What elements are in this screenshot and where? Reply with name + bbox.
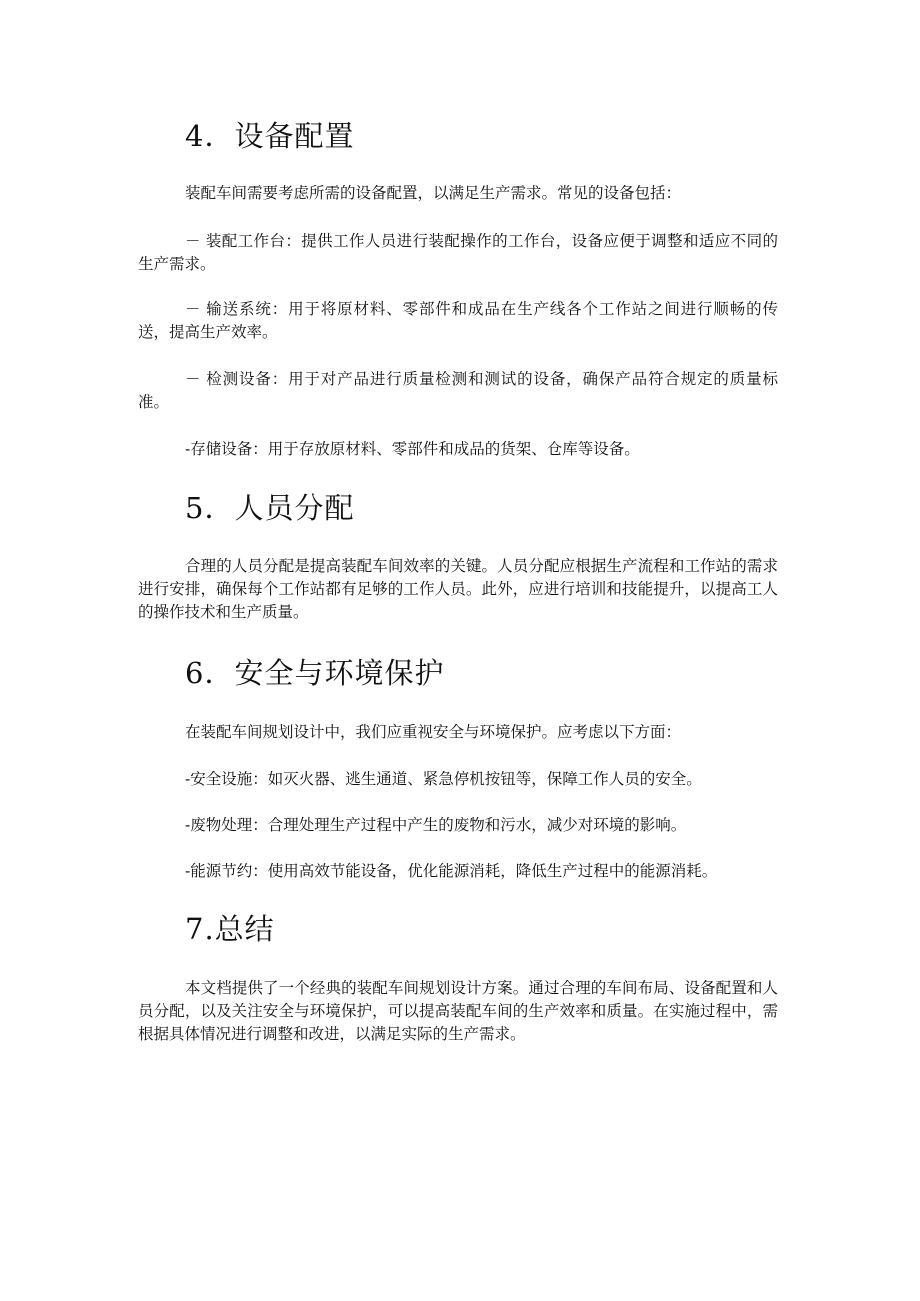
section-4-item-workbench: － 装配工作台：提供工作人员进行装配操作的工作台，设备应便于调整和适应不同的生产需求。 (138, 232, 778, 273)
section-6-heading: 6．安全与环境保护 (185, 656, 445, 690)
section-4-intro: 装配车间需要考虑所需的设备配置，以满足生产需求。常见的设备包括： (185, 184, 682, 202)
section-5-body: 合理的人员分配是提高装配车间效率的关键。人员分配应根据生产流程和工作站的需求进行安排，确保每个工作站都有足够的工作人员。此外，应进行培训和技能提升，以提高工人的操作技术和生产质量。 (138, 557, 778, 621)
section-6-item-safety: -安全设施：如灭火器、逃生通道、紧急停机按钮等，保障工作人员的安全。 (185, 770, 702, 788)
section-7-body: 本文档提供了一个经典的装配车间规划设计方案。通过合理的车间布局、设备配置和人员分配，以及关注安全与环境保护，可以提高装配车间的生产效率和质量。在实施过程中，需根据具体情况进行调整和改进，以满足实际的生产需求。 (138, 979, 778, 1043)
section-4-item-inspection: － 检测设备：用于对产品进行质量检测和测试的设备，确保产品符合规定的质量标准。 (138, 370, 778, 411)
section-6-item-waste: -废物处理：合理处理生产过程中产生的废物和污水，减少对环境的影响。 (185, 816, 687, 834)
section-7-heading: 7.总结 (185, 912, 275, 946)
section-4-item-storage: -存储设备：用于存放原材料、零部件和成品的货架、仓库等设备。 (185, 440, 640, 458)
section-4-heading: 4．设备配置 (185, 119, 355, 153)
section-4-item-conveyor: － 输送系统：用于将原材料、零部件和成品在生产线各个工作站之间进行顺畅的传送，提高生产效率。 (138, 300, 778, 341)
section-5-heading: 5．人员分配 (185, 491, 355, 525)
section-6-item-energy: -能源节约：使用高效节能设备，优化能源消耗，降低生产过程中的能源消耗。 (185, 862, 718, 880)
section-6-intro: 在装配车间规划设计中，我们应重视安全与环境保护。应考虑以下方面： (185, 723, 682, 741)
